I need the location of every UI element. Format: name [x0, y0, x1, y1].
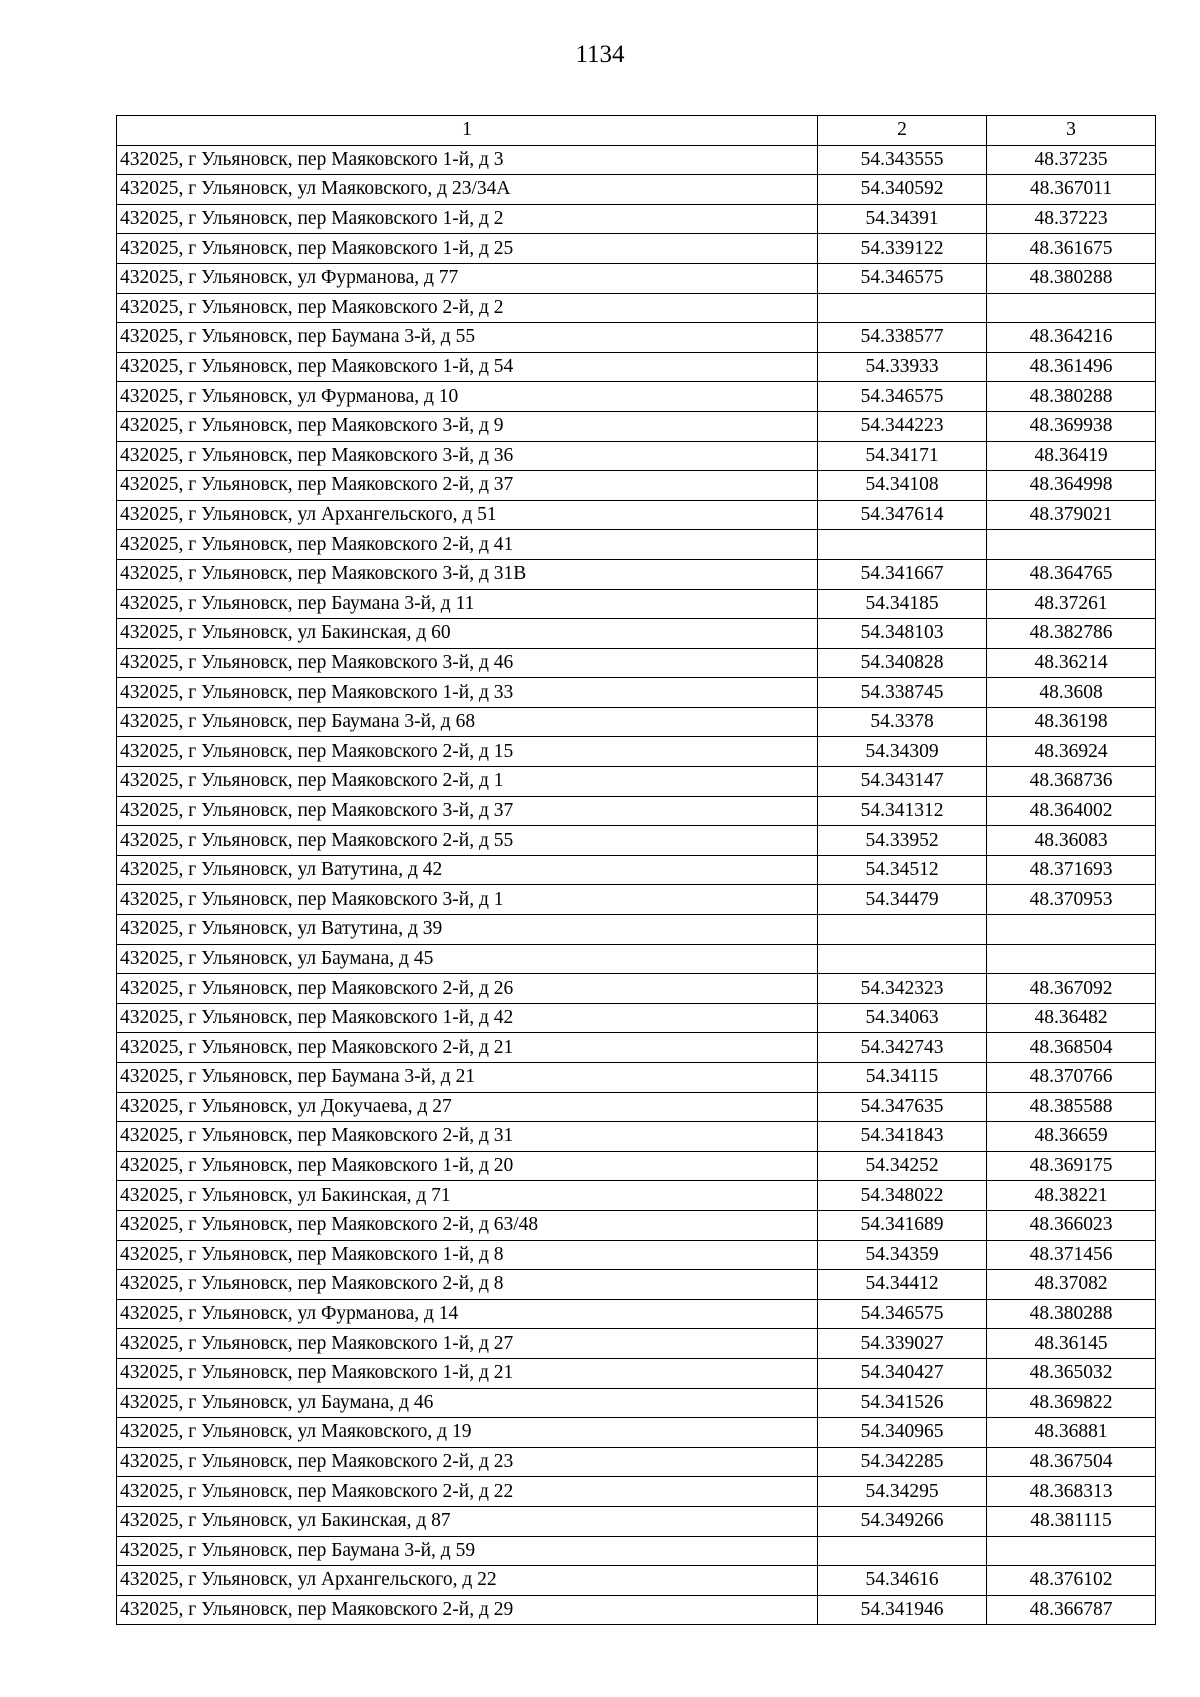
longitude-cell: 48.36881 [987, 1418, 1156, 1448]
longitude-cell: 48.36198 [987, 707, 1156, 737]
longitude-cell: 48.370953 [987, 885, 1156, 915]
address-cell: 432025, г Ульяновск, ул Архангельского, д 22 [117, 1566, 818, 1596]
address-cell: 432025, г Ульяновск, пер Баумана 3-й, д 21 [117, 1063, 818, 1093]
address-cell: 432025, г Ульяновск, пер Маяковского 2-й, д 22 [117, 1477, 818, 1507]
table-row [117, 1595, 1156, 1625]
longitude-cell: 48.37082 [987, 1270, 1156, 1300]
table-header-row [117, 116, 1156, 146]
longitude-cell: 48.376102 [987, 1566, 1156, 1596]
table-row [117, 263, 1156, 293]
address-cell: 432025, г Ульяновск, ул Баумана, д 46 [117, 1388, 818, 1418]
latitude-cell [818, 1536, 987, 1566]
address-cell: 432025, г Ульяновск, ул Архангельского, д 51 [117, 500, 818, 530]
latitude-cell: 54.33952 [818, 826, 987, 856]
longitude-cell: 48.366787 [987, 1595, 1156, 1625]
table-row [117, 471, 1156, 501]
address-cell: 432025, г Ульяновск, ул Маяковского, д 19 [117, 1418, 818, 1448]
longitude-cell: 48.382786 [987, 619, 1156, 649]
table-row [117, 1388, 1156, 1418]
table-row [117, 411, 1156, 441]
table-row [117, 1240, 1156, 1270]
column-header-1: 1 [117, 116, 818, 146]
latitude-cell: 54.340592 [818, 175, 987, 205]
address-cell: 432025, г Ульяновск, пер Маяковского 1-й, д 42 [117, 1003, 818, 1033]
table-row [117, 1003, 1156, 1033]
latitude-cell: 54.342285 [818, 1447, 987, 1477]
table-row [117, 589, 1156, 619]
latitude-cell: 54.340965 [818, 1418, 987, 1448]
address-cell: 432025, г Ульяновск, пер Маяковского 2-й, д 1 [117, 767, 818, 797]
address-cell: 432025, г Ульяновск, пер Маяковского 1-й, д 20 [117, 1151, 818, 1181]
latitude-cell: 54.338577 [818, 323, 987, 353]
table-row [117, 1566, 1156, 1596]
address-cell: 432025, г Ульяновск, пер Маяковского 1-й, д 27 [117, 1329, 818, 1359]
address-cell: 432025, г Ульяновск, ул Бакинская, д 71 [117, 1181, 818, 1211]
latitude-cell: 54.3378 [818, 707, 987, 737]
longitude-cell: 48.36083 [987, 826, 1156, 856]
table-row [117, 1299, 1156, 1329]
longitude-cell: 48.369938 [987, 411, 1156, 441]
latitude-cell: 54.34512 [818, 855, 987, 885]
latitude-cell: 54.340427 [818, 1358, 987, 1388]
table-row [117, 767, 1156, 797]
longitude-cell [987, 944, 1156, 974]
address-cell: 432025, г Ульяновск, ул Маяковского, д 23/34А [117, 175, 818, 205]
latitude-cell: 54.34412 [818, 1270, 987, 1300]
longitude-cell: 48.368736 [987, 767, 1156, 797]
address-cell: 432025, г Ульяновск, ул Фурманова, д 77 [117, 263, 818, 293]
latitude-cell: 54.34295 [818, 1477, 987, 1507]
address-cell: 432025, г Ульяновск, пер Маяковского 1-й, д 2 [117, 204, 818, 234]
address-cell: 432025, г Ульяновск, ул Фурманова, д 10 [117, 382, 818, 412]
table-row [117, 1033, 1156, 1063]
address-cell: 432025, г Ульяновск, пер Маяковского 1-й, д 33 [117, 678, 818, 708]
table-row [117, 1210, 1156, 1240]
table-row [117, 1063, 1156, 1093]
address-cell: 432025, г Ульяновск, ул Баумана, д 45 [117, 944, 818, 974]
latitude-cell: 54.34063 [818, 1003, 987, 1033]
latitude-cell: 54.34108 [818, 471, 987, 501]
table-row [117, 500, 1156, 530]
longitude-cell: 48.366023 [987, 1210, 1156, 1240]
longitude-cell: 48.361496 [987, 352, 1156, 382]
address-cell: 432025, г Ульяновск, ул Бакинская, д 87 [117, 1506, 818, 1536]
longitude-cell: 48.371693 [987, 855, 1156, 885]
address-cell: 432025, г Ульяновск, ул Фурманова, д 14 [117, 1299, 818, 1329]
table-row [117, 915, 1156, 945]
latitude-cell: 54.346575 [818, 382, 987, 412]
address-cell: 432025, г Ульяновск, пер Маяковского 1-й, д 54 [117, 352, 818, 382]
table-row [117, 737, 1156, 767]
table-body [117, 145, 1156, 1625]
longitude-cell: 48.364002 [987, 796, 1156, 826]
longitude-cell: 48.36214 [987, 648, 1156, 678]
address-cell: 432025, г Ульяновск, пер Маяковского 3-й, д 37 [117, 796, 818, 826]
address-cell: 432025, г Ульяновск, пер Маяковского 1-й, д 25 [117, 234, 818, 264]
latitude-cell [818, 293, 987, 323]
latitude-cell: 54.341946 [818, 1595, 987, 1625]
longitude-cell: 48.379021 [987, 500, 1156, 530]
address-cell: 432025, г Ульяновск, ул Ватутина, д 42 [117, 855, 818, 885]
latitude-cell [818, 530, 987, 560]
table-row [117, 974, 1156, 1004]
latitude-cell: 54.34309 [818, 737, 987, 767]
longitude-cell: 48.367011 [987, 175, 1156, 205]
latitude-cell: 54.348103 [818, 619, 987, 649]
longitude-cell: 48.361675 [987, 234, 1156, 264]
address-cell: 432025, г Ульяновск, пер Маяковского 2-й, д 2 [117, 293, 818, 323]
longitude-cell: 48.368504 [987, 1033, 1156, 1063]
table-row [117, 1151, 1156, 1181]
longitude-cell: 48.37235 [987, 145, 1156, 175]
table-row [117, 885, 1156, 915]
table-row [117, 944, 1156, 974]
latitude-cell [818, 944, 987, 974]
address-coordinates-table [116, 115, 1156, 1625]
latitude-cell: 54.34171 [818, 441, 987, 471]
page-number: 1134 [575, 41, 625, 68]
table-row [117, 826, 1156, 856]
table-row [117, 678, 1156, 708]
table-row [117, 1447, 1156, 1477]
latitude-cell: 54.340828 [818, 648, 987, 678]
latitude-cell: 54.346575 [818, 263, 987, 293]
address-cell: 432025, г Ульяновск, пер Маяковского 2-й, д 15 [117, 737, 818, 767]
table-row [117, 323, 1156, 353]
address-cell: 432025, г Ульяновск, пер Маяковского 1-й, д 8 [117, 1240, 818, 1270]
address-cell: 432025, г Ульяновск, пер Баумана 3-й, д 68 [117, 707, 818, 737]
table-row [117, 1092, 1156, 1122]
address-cell: 432025, г Ульяновск, пер Маяковского 2-й, д 63/48 [117, 1210, 818, 1240]
address-cell: 432025, г Ульяновск, пер Маяковского 2-й, д 21 [117, 1033, 818, 1063]
address-cell: 432025, г Ульяновск, пер Маяковского 1-й, д 3 [117, 145, 818, 175]
latitude-cell: 54.339122 [818, 234, 987, 264]
address-cell: 432025, г Ульяновск, пер Маяковского 2-й, д 37 [117, 471, 818, 501]
longitude-cell: 48.36924 [987, 737, 1156, 767]
latitude-cell: 54.33933 [818, 352, 987, 382]
latitude-cell: 54.349266 [818, 1506, 987, 1536]
table-row [117, 382, 1156, 412]
table-row [117, 648, 1156, 678]
longitude-cell: 48.3608 [987, 678, 1156, 708]
latitude-cell: 54.341312 [818, 796, 987, 826]
longitude-cell: 48.364998 [987, 471, 1156, 501]
latitude-cell: 54.343147 [818, 767, 987, 797]
longitude-cell [987, 1536, 1156, 1566]
latitude-cell: 54.346575 [818, 1299, 987, 1329]
longitude-cell: 48.36419 [987, 441, 1156, 471]
table-row [117, 441, 1156, 471]
latitude-cell [818, 915, 987, 945]
address-cell: 432025, г Ульяновск, пер Маяковского 2-й, д 41 [117, 530, 818, 560]
longitude-cell: 48.367092 [987, 974, 1156, 1004]
latitude-cell: 54.34479 [818, 885, 987, 915]
longitude-cell: 48.364216 [987, 323, 1156, 353]
longitude-cell: 48.368313 [987, 1477, 1156, 1507]
address-cell: 432025, г Ульяновск, пер Маяковского 2-й, д 29 [117, 1595, 818, 1625]
longitude-cell: 48.364765 [987, 559, 1156, 589]
column-header-2: 2 [818, 116, 987, 146]
longitude-cell: 48.380288 [987, 1299, 1156, 1329]
table-row [117, 619, 1156, 649]
latitude-cell: 54.34115 [818, 1063, 987, 1093]
latitude-cell: 54.343555 [818, 145, 987, 175]
longitude-cell: 48.369822 [987, 1388, 1156, 1418]
latitude-cell: 54.338745 [818, 678, 987, 708]
longitude-cell: 48.36482 [987, 1003, 1156, 1033]
latitude-cell: 54.34359 [818, 1240, 987, 1270]
table-row [117, 1477, 1156, 1507]
table-row [117, 1181, 1156, 1211]
table-row [117, 855, 1156, 885]
longitude-cell: 48.36145 [987, 1329, 1156, 1359]
table-row [117, 1270, 1156, 1300]
address-cell: 432025, г Ульяновск, пер Маяковского 2-й, д 8 [117, 1270, 818, 1300]
latitude-cell: 54.341667 [818, 559, 987, 589]
table-row [117, 204, 1156, 234]
latitude-cell: 54.344223 [818, 411, 987, 441]
longitude-cell [987, 530, 1156, 560]
table-row [117, 145, 1156, 175]
address-cell: 432025, г Ульяновск, ул Бакинская, д 60 [117, 619, 818, 649]
table-row [117, 1536, 1156, 1566]
address-cell: 432025, г Ульяновск, пер Маяковского 2-й, д 55 [117, 826, 818, 856]
table-row [117, 1329, 1156, 1359]
table-row [117, 559, 1156, 589]
address-cell: 432025, г Ульяновск, пер Маяковского 3-й, д 9 [117, 411, 818, 441]
latitude-cell: 54.342323 [818, 974, 987, 1004]
latitude-cell: 54.347635 [818, 1092, 987, 1122]
latitude-cell: 54.341843 [818, 1122, 987, 1152]
longitude-cell [987, 293, 1156, 323]
table-row [117, 707, 1156, 737]
longitude-cell: 48.38221 [987, 1181, 1156, 1211]
column-header-3: 3 [987, 116, 1156, 146]
table-row [117, 1358, 1156, 1388]
table-row [117, 1506, 1156, 1536]
longitude-cell: 48.367504 [987, 1447, 1156, 1477]
address-cell: 432025, г Ульяновск, пер Маяковского 2-й, д 31 [117, 1122, 818, 1152]
longitude-cell: 48.37223 [987, 204, 1156, 234]
table-row [117, 796, 1156, 826]
longitude-cell: 48.371456 [987, 1240, 1156, 1270]
longitude-cell: 48.37261 [987, 589, 1156, 619]
latitude-cell: 54.34252 [818, 1151, 987, 1181]
address-cell: 432025, г Ульяновск, пер Маяковского 2-й, д 23 [117, 1447, 818, 1477]
address-cell: 432025, г Ульяновск, ул Ватутина, д 39 [117, 915, 818, 945]
address-cell: 432025, г Ульяновск, пер Баумана 3-й, д 11 [117, 589, 818, 619]
address-cell: 432025, г Ульяновск, пер Маяковского 1-й, д 21 [117, 1358, 818, 1388]
table-row [117, 234, 1156, 264]
latitude-cell: 54.341526 [818, 1388, 987, 1418]
table-row [117, 293, 1156, 323]
table-row [117, 352, 1156, 382]
latitude-cell: 54.34185 [818, 589, 987, 619]
longitude-cell: 48.36659 [987, 1122, 1156, 1152]
latitude-cell: 54.339027 [818, 1329, 987, 1359]
address-cell: 432025, г Ульяновск, пер Маяковского 2-й, д 26 [117, 974, 818, 1004]
latitude-cell: 54.342743 [818, 1033, 987, 1063]
longitude-cell [987, 915, 1156, 945]
longitude-cell: 48.370766 [987, 1063, 1156, 1093]
table-row [117, 530, 1156, 560]
address-cell: 432025, г Ульяновск, пер Маяковского 3-й, д 36 [117, 441, 818, 471]
longitude-cell: 48.381115 [987, 1506, 1156, 1536]
latitude-cell: 54.34391 [818, 204, 987, 234]
table-row [117, 1418, 1156, 1448]
address-cell: 432025, г Ульяновск, ул Докучаева, д 27 [117, 1092, 818, 1122]
address-cell: 432025, г Ульяновск, пер Маяковского 3-й, д 46 [117, 648, 818, 678]
latitude-cell: 54.341689 [818, 1210, 987, 1240]
table-row [117, 175, 1156, 205]
address-cell: 432025, г Ульяновск, пер Баумана 3-й, д 59 [117, 1536, 818, 1566]
address-cell: 432025, г Ульяновск, пер Маяковского 3-й, д 31В [117, 559, 818, 589]
address-cell: 432025, г Ульяновск, пер Баумана 3-й, д 55 [117, 323, 818, 353]
latitude-cell: 54.347614 [818, 500, 987, 530]
address-cell: 432025, г Ульяновск, пер Маяковского 3-й, д 1 [117, 885, 818, 915]
table-row [117, 1122, 1156, 1152]
latitude-cell: 54.34616 [818, 1566, 987, 1596]
longitude-cell: 48.380288 [987, 382, 1156, 412]
latitude-cell: 54.348022 [818, 1181, 987, 1211]
longitude-cell: 48.365032 [987, 1358, 1156, 1388]
longitude-cell: 48.380288 [987, 263, 1156, 293]
longitude-cell: 48.385588 [987, 1092, 1156, 1122]
longitude-cell: 48.369175 [987, 1151, 1156, 1181]
